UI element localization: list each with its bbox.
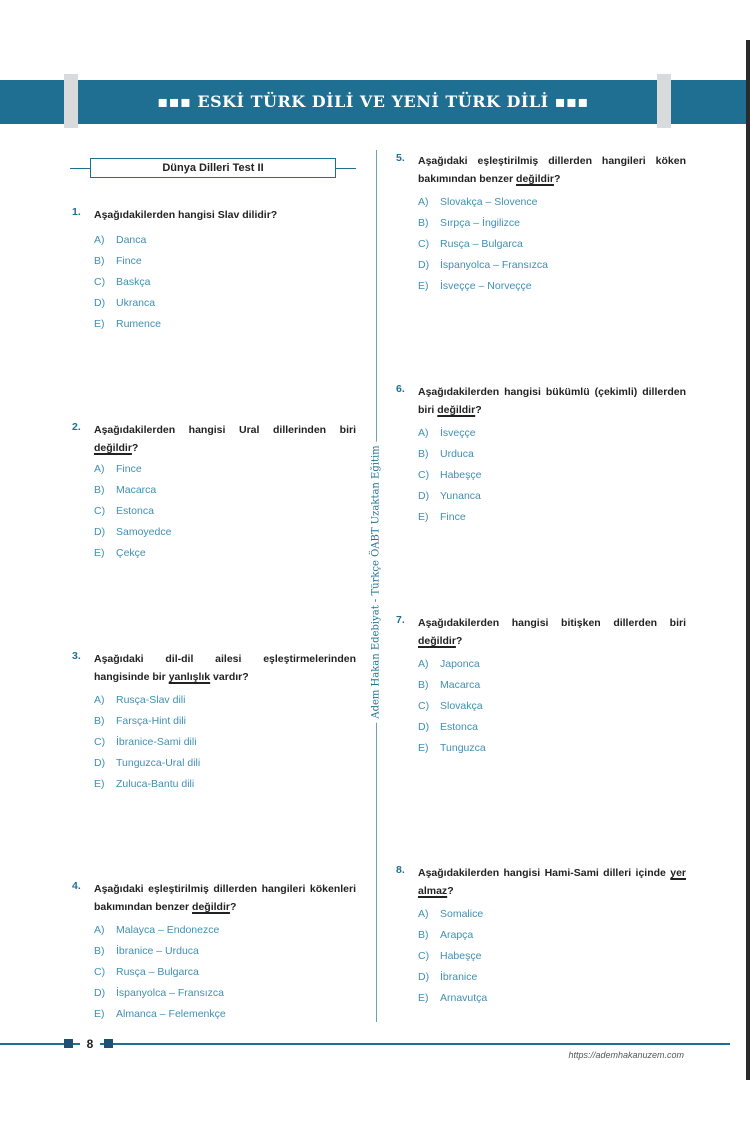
- option-b[interactable]: [94, 941, 226, 962]
- option-b[interactable]: [94, 711, 200, 732]
- option-e[interactable]: [418, 988, 487, 1009]
- option-letter: D): [418, 721, 430, 733]
- stem-text: ?: [229, 901, 237, 913]
- option-letter: D): [418, 259, 430, 271]
- option-letter: D): [94, 297, 106, 309]
- footer-url: https://ademhakanuzem.com: [568, 1050, 684, 1060]
- test-title: Dünya Dilleri Test II: [90, 158, 336, 178]
- side-watermark-text: Adem Hakan Edebiyat - Türkçe ÖABT Uzaktan Eğitim: [371, 441, 382, 722]
- stem-text: Aşağıdakilerden hangisi bitişken dillerden biri: [418, 617, 686, 629]
- question-number: 2.: [72, 421, 81, 433]
- option-letter: E): [418, 742, 429, 754]
- option-a[interactable]: [418, 423, 481, 444]
- option-text: Farsça-Hint dili: [116, 715, 187, 727]
- option-text: İbranice – Urduca: [116, 945, 199, 957]
- option-c[interactable]: [94, 962, 226, 983]
- options-list: [418, 423, 481, 528]
- option-letter: B): [94, 484, 105, 496]
- option-a[interactable]: [418, 192, 548, 213]
- stem-text: Aşağıdaki dil-dil ailesi eşleştirmelerinden hangisinde bir: [94, 653, 356, 683]
- option-letter: A): [94, 463, 105, 475]
- option-text: Arapça: [440, 929, 474, 941]
- option-text: Tunguzca-Ural dili: [116, 757, 201, 769]
- option-text: Sırpça – İngilizce: [440, 217, 520, 229]
- page-number: 8: [80, 1036, 100, 1052]
- option-a[interactable]: [94, 690, 200, 711]
- footer-square-left: [64, 1039, 73, 1048]
- stem-emphasis: değildir: [192, 901, 230, 913]
- option-letter: B): [94, 255, 105, 267]
- option-letter: C): [418, 238, 430, 250]
- option-text: Slovakça: [440, 700, 483, 712]
- option-b[interactable]: [418, 444, 481, 465]
- question-stem: [418, 864, 686, 900]
- option-b[interactable]: [94, 480, 171, 501]
- option-text: Habeşçe: [440, 950, 482, 962]
- question-stem: [418, 152, 686, 188]
- stem-text: Aşağıdakilerden hangisi Hami-Sami dilleri içinde: [418, 867, 671, 879]
- option-letter: B): [418, 929, 429, 941]
- question-stem: [94, 650, 356, 686]
- page-title: ▪▪▪ ESKİ TÜRK DİLİ VE YENİ TÜRK DİLİ ▪▪▪: [157, 92, 589, 111]
- option-text: Fince: [116, 255, 142, 267]
- options-list: [94, 920, 226, 1025]
- option-text: Danca: [116, 234, 147, 246]
- option-b[interactable]: [418, 213, 548, 234]
- option-d[interactable]: [418, 717, 486, 738]
- option-letter: C): [94, 736, 106, 748]
- question-stem: [94, 421, 356, 457]
- option-letter: B): [94, 945, 105, 957]
- stem-emphasis: değildir: [94, 442, 132, 454]
- stem-text: ?: [455, 635, 463, 647]
- option-d[interactable]: [418, 967, 487, 988]
- stem-emphasis: yanlışlık: [168, 671, 211, 683]
- option-text: Macarca: [116, 484, 157, 496]
- option-letter: A): [418, 196, 429, 208]
- question-stem: [418, 614, 686, 650]
- stem-text: vardır?: [210, 671, 249, 683]
- question-stem: [418, 383, 686, 419]
- option-text: İsveççe: [440, 427, 476, 439]
- option-letter: D): [94, 757, 106, 769]
- option-text: Slovakça – Slovence: [440, 196, 538, 208]
- option-a[interactable]: [418, 654, 486, 675]
- option-letter: A): [418, 658, 429, 670]
- option-e[interactable]: [418, 738, 486, 759]
- option-text: İspanyolca – Fransızca: [440, 259, 548, 271]
- option-text: Macarca: [440, 679, 481, 691]
- question-number: 6.: [396, 383, 405, 395]
- option-text: Samoyedce: [116, 526, 172, 538]
- question-number: 7.: [396, 614, 405, 626]
- option-text: Habeşçe: [440, 469, 482, 481]
- stem-text: Aşağıdakilerden hangisi Ural dillerinden biri: [94, 424, 356, 436]
- question-stem: [94, 206, 356, 224]
- option-text: Rusça – Bulgarca: [116, 966, 199, 978]
- option-c[interactable]: [418, 696, 486, 717]
- option-letter: B): [418, 448, 429, 460]
- option-letter: D): [418, 971, 430, 983]
- option-e[interactable]: [418, 276, 548, 297]
- question-number: 5.: [396, 152, 405, 164]
- option-letter: C): [94, 505, 106, 517]
- stem-text: Aşağıdaki eşleştirilmiş dillerden hangileri köken bakımından benzer: [418, 155, 686, 185]
- option-c[interactable]: [418, 234, 548, 255]
- option-letter: E): [418, 280, 429, 292]
- option-letter: E): [94, 318, 105, 330]
- option-a[interactable]: [94, 920, 226, 941]
- stem-text: Aşağıdaki eşleştirilmiş dillerden hangileri kökenleri bakımından benzer: [94, 883, 356, 913]
- stem-emphasis: değildir: [437, 404, 476, 416]
- option-letter: C): [94, 966, 106, 978]
- page-edge: [746, 40, 750, 1080]
- option-text: İsveççe – Norveççe: [440, 280, 532, 292]
- option-text: Rumence: [116, 318, 161, 330]
- option-text: Estonca: [440, 721, 478, 733]
- option-b[interactable]: [418, 925, 487, 946]
- option-text: Çekçe: [116, 547, 146, 559]
- question-stem: [94, 880, 356, 916]
- stem-text: Aşağıdakilerden hangisi Slav dilidir?: [94, 209, 278, 221]
- option-letter: D): [94, 526, 106, 538]
- option-text: Ukranca: [116, 297, 156, 309]
- option-letter: A): [418, 427, 429, 439]
- option-c[interactable]: [418, 465, 481, 486]
- option-c[interactable]: [94, 501, 171, 522]
- stem-emphasis: yer almaz: [418, 867, 686, 897]
- option-text: Fince: [440, 511, 466, 523]
- stem-text: Aşağıdakilerden hangisi bükümlü (çekimli) dillerden biri: [418, 386, 686, 416]
- option-letter: E): [94, 1008, 105, 1020]
- option-text: Somalice: [440, 908, 484, 920]
- option-text: İbranice: [440, 971, 478, 983]
- question-number: 8.: [396, 864, 405, 876]
- option-d[interactable]: [94, 753, 200, 774]
- stem-text: ?: [475, 404, 482, 416]
- option-text: Malayca – Endonezce: [116, 924, 220, 936]
- stem-emphasis: değildir: [516, 173, 554, 185]
- option-text: Rusça – Bulgarca: [440, 238, 523, 250]
- question-number: 3.: [72, 650, 81, 662]
- option-c[interactable]: [418, 946, 487, 967]
- option-a[interactable]: [418, 904, 487, 925]
- stem-text: ?: [447, 885, 454, 897]
- options-list: [418, 192, 548, 297]
- options-list: [418, 654, 486, 759]
- option-letter: C): [94, 276, 106, 288]
- option-letter: A): [94, 924, 105, 936]
- option-a[interactable]: [94, 459, 171, 480]
- option-text: Baskça: [116, 276, 151, 288]
- option-text: Estonca: [116, 505, 154, 517]
- option-letter: A): [418, 908, 429, 920]
- option-d[interactable]: [94, 293, 161, 314]
- option-letter: C): [418, 950, 430, 962]
- option-c[interactable]: [94, 732, 200, 753]
- option-e[interactable]: [94, 1004, 226, 1025]
- option-letter: D): [94, 987, 106, 999]
- option-e[interactable]: [94, 774, 200, 795]
- option-letter: B): [418, 679, 429, 691]
- options-list: [94, 230, 161, 335]
- option-text: Yunanca: [440, 490, 481, 502]
- question-number: 4.: [72, 880, 81, 892]
- option-e[interactable]: [94, 314, 161, 335]
- option-text: Zuluca-Bantu dili: [116, 778, 195, 790]
- option-b[interactable]: [94, 251, 161, 272]
- footer-square-right: [104, 1039, 113, 1048]
- option-b[interactable]: [418, 675, 486, 696]
- option-text: İbranice-Sami dili: [116, 736, 197, 748]
- option-letter: D): [418, 490, 430, 502]
- option-text: Tunguzca: [440, 742, 486, 754]
- option-text: Japonca: [440, 658, 480, 670]
- option-c[interactable]: [94, 272, 161, 293]
- question-number: 1.: [72, 206, 81, 218]
- option-letter: C): [418, 469, 430, 481]
- option-text: Rusça-Slav dili: [116, 694, 186, 706]
- option-d[interactable]: [418, 255, 548, 276]
- option-letter: A): [94, 694, 105, 706]
- option-text: Fince: [116, 463, 142, 475]
- option-e[interactable]: [418, 507, 481, 528]
- option-text: Arnavutça: [440, 992, 488, 1004]
- option-d[interactable]: [94, 983, 226, 1004]
- option-text: Urduca: [440, 448, 474, 460]
- option-letter: E): [418, 992, 429, 1004]
- options-list: [418, 904, 487, 1009]
- option-letter: B): [94, 715, 105, 727]
- option-text: Almanca – Felemenkçe: [116, 1008, 226, 1020]
- header-banner: [0, 80, 746, 124]
- option-letter: E): [94, 778, 105, 790]
- option-letter: E): [94, 547, 105, 559]
- option-text: İspanyolca – Fransızca: [116, 987, 224, 999]
- option-letter: C): [418, 700, 430, 712]
- options-list: [94, 459, 171, 564]
- option-letter: B): [418, 217, 429, 229]
- option-a[interactable]: [94, 230, 161, 251]
- option-letter: A): [94, 234, 105, 246]
- test-title-block: [70, 158, 356, 178]
- option-d[interactable]: [94, 522, 171, 543]
- option-letter: E): [418, 511, 429, 523]
- option-e[interactable]: [94, 543, 171, 564]
- options-list: [94, 690, 200, 795]
- stem-emphasis: değildir: [418, 635, 456, 647]
- stem-text: ?: [553, 173, 561, 185]
- option-d[interactable]: [418, 486, 481, 507]
- stem-text: ?: [131, 442, 139, 454]
